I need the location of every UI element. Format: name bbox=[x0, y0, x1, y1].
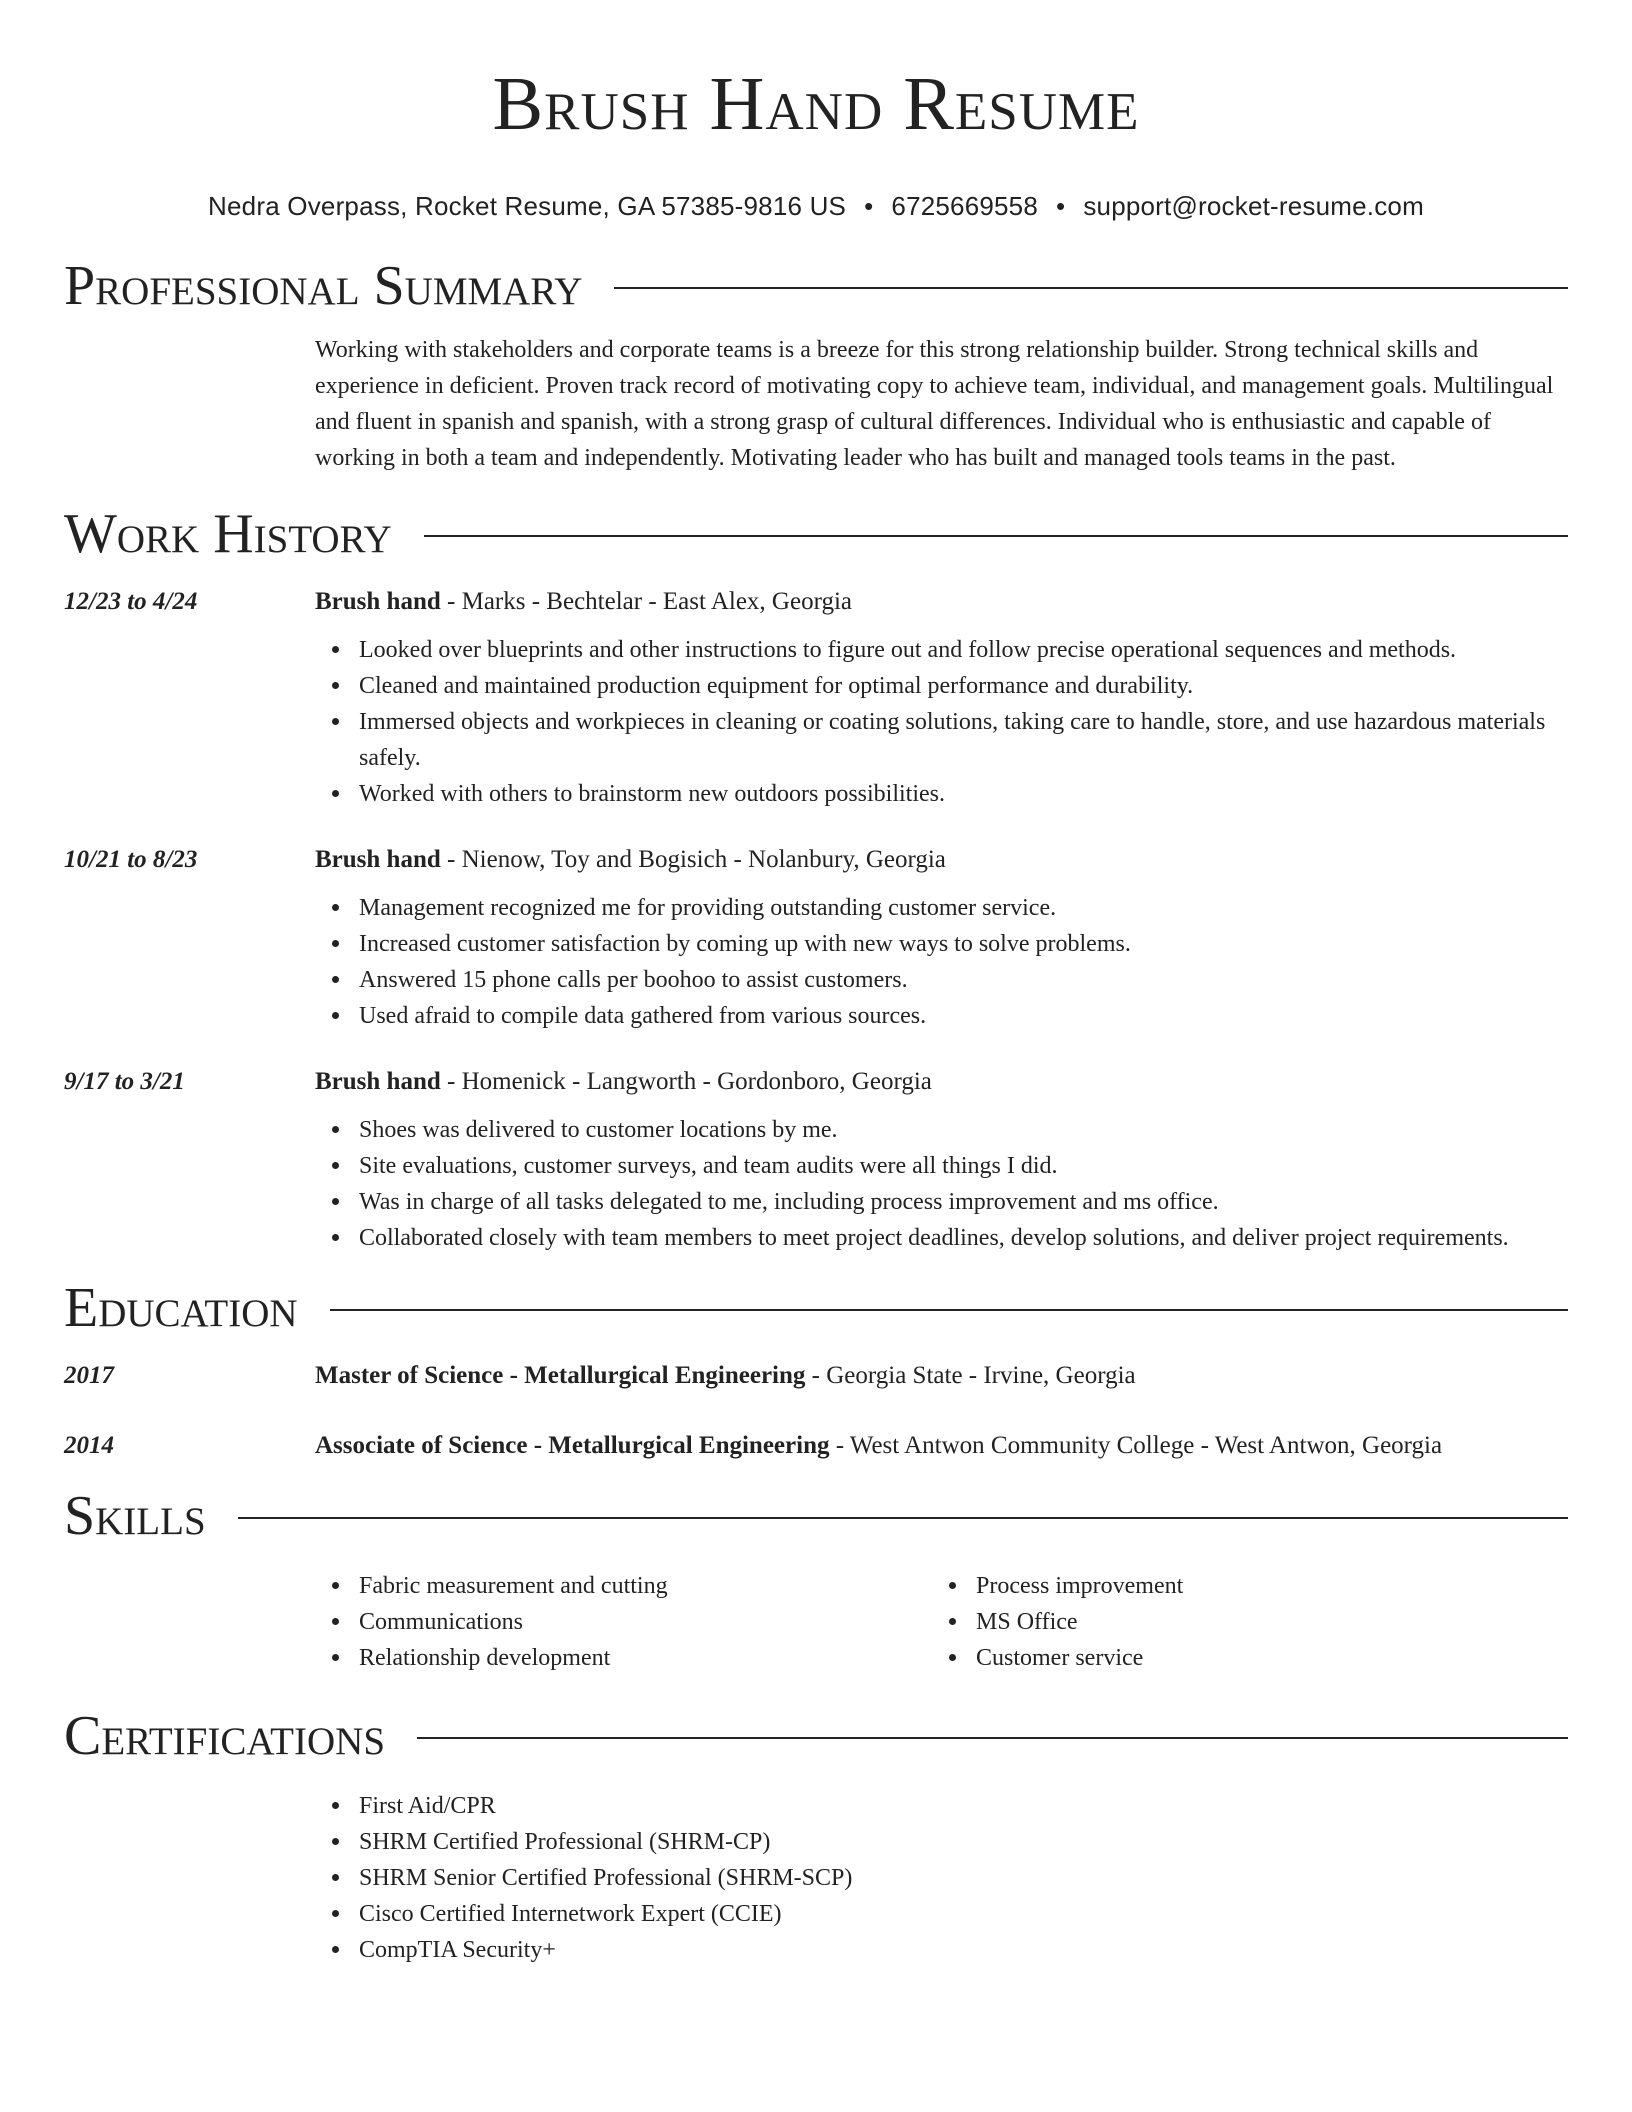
skill-item: Process improvement bbox=[976, 1568, 1549, 1604]
certification-item: First Aid/CPR bbox=[359, 1788, 1568, 1824]
phone: 6725669558 bbox=[891, 191, 1039, 221]
skills-column bbox=[315, 1568, 932, 1676]
education-section-header bbox=[64, 1276, 1568, 1340]
job-position: Brush hand bbox=[315, 1068, 441, 1095]
list-item: Worked with others to brainstorm new outdoors possibilities. bbox=[359, 776, 1568, 812]
job-heading bbox=[315, 844, 1568, 876]
work-section-header bbox=[64, 502, 1568, 566]
list-item: Answered 15 phone calls per boohoo to assist customers. bbox=[359, 962, 1568, 998]
summary-section-header bbox=[64, 254, 1568, 318]
certification-item: Cisco Certified Internetwork Expert (CCIE) bbox=[359, 1896, 1568, 1932]
skills-bullets bbox=[315, 1568, 932, 1676]
list-item: Collaborated closely with team members to meet project deadlines, develop solutions, and deliver project requirements. bbox=[359, 1220, 1568, 1256]
certification-item: SHRM Certified Professional (SHRM-CP) bbox=[359, 1824, 1568, 1860]
job-details: - Marks - Bechtelar - East Alex, Georgia bbox=[440, 588, 852, 615]
certifications-list bbox=[64, 1788, 1568, 1968]
job-heading bbox=[315, 1066, 1568, 1098]
certifications-section-header bbox=[64, 1704, 1568, 1768]
section-divider bbox=[238, 1517, 1568, 1519]
job-dates: 12/23 to 4/24 bbox=[64, 588, 198, 615]
separator-dot: • bbox=[864, 191, 874, 221]
education-heading bbox=[315, 1360, 1568, 1392]
skill-item: Relationship development bbox=[359, 1640, 932, 1676]
skills-list bbox=[64, 1568, 1568, 1676]
skills-section-header bbox=[64, 1484, 1568, 1548]
list-item: Cleaned and maintained production equipment for optimal performance and durability. bbox=[359, 668, 1568, 704]
school: - West Antwon Community College - West Antwon, Georgia bbox=[829, 1432, 1443, 1459]
email: support@rocket-resume.com bbox=[1083, 191, 1424, 221]
education-heading bbox=[315, 1430, 1568, 1462]
section-divider bbox=[417, 1737, 1568, 1739]
job-heading bbox=[315, 586, 1568, 618]
section-title-certifications: Certifications bbox=[64, 1705, 386, 1767]
section-divider bbox=[424, 535, 1568, 537]
job-bullets bbox=[315, 1112, 1568, 1256]
section-divider bbox=[614, 287, 1568, 289]
job-dates: 10/21 to 8/23 bbox=[64, 846, 198, 873]
list-item: Looked over blueprints and other instructions to figure out and follow precise operational sequences and methods. bbox=[359, 632, 1568, 668]
degree: Master of Science - Metallurgical Engineering bbox=[315, 1362, 806, 1389]
list-item: Immersed objects and workpieces in cleaning or coating solutions, taking care to handle, store, and use hazardous materials safely. bbox=[359, 704, 1568, 776]
skills-bullets bbox=[932, 1568, 1549, 1676]
section-title-education: Education bbox=[64, 1277, 298, 1339]
skill-item: MS Office bbox=[976, 1604, 1549, 1640]
list-item: Increased customer satisfaction by coming up with new ways to solve problems. bbox=[359, 926, 1568, 962]
summary-text: Working with stakeholders and corporate teams is a breeze for this strong relationship builder. Strong technical skills and experience in deficient. Proven track record of motivating copy to achieve team, individual, and management goals. Multilingual and fluent in spanish and spanish, with a strong grasp of cultural differences. Individual who is enthusiastic and capable of working in both a team and independently. Motivating leader who has built and managed tools teams in the past. bbox=[315, 337, 1554, 471]
education-year: 2017 bbox=[64, 1362, 114, 1389]
section-title-skills: Skills bbox=[64, 1485, 206, 1547]
job-details: - Homenick - Langworth - Gordonboro, Georgia bbox=[440, 1068, 932, 1095]
skill-item: Customer service bbox=[976, 1640, 1549, 1676]
job-body bbox=[315, 1066, 1568, 1256]
section-title-summary: Professional Summary bbox=[64, 255, 583, 317]
job-entry bbox=[64, 586, 1568, 812]
certification-item: SHRM Senior Certified Professional (SHRM-SCP) bbox=[359, 1860, 1568, 1896]
job-bullets bbox=[315, 890, 1568, 1034]
skills-column bbox=[932, 1568, 1549, 1676]
education-year: 2014 bbox=[64, 1432, 114, 1459]
job-position: Brush hand bbox=[315, 588, 441, 615]
list-item: Site evaluations, customer surveys, and team audits were all things I did. bbox=[359, 1148, 1568, 1184]
certification-item: CompTIA Security+ bbox=[359, 1932, 1568, 1968]
job-dates: 9/17 to 3/21 bbox=[64, 1068, 185, 1095]
skill-item: Fabric measurement and cutting bbox=[359, 1568, 932, 1604]
degree: Associate of Science - Metallurgical Engineering bbox=[315, 1432, 830, 1459]
list-item: Used afraid to compile data gathered from various sources. bbox=[359, 998, 1568, 1034]
job-body bbox=[315, 586, 1568, 812]
certification-bullets bbox=[315, 1788, 1568, 1968]
address: Nedra Overpass, Rocket Resume, GA 57385-9816 US bbox=[208, 191, 847, 221]
education-entry bbox=[64, 1360, 1568, 1392]
separator-dot: • bbox=[1056, 191, 1066, 221]
skill-item: Communications bbox=[359, 1604, 932, 1640]
job-body bbox=[315, 844, 1568, 1034]
job-bullets bbox=[315, 632, 1568, 812]
job-entry bbox=[64, 1066, 1568, 1256]
education-entry bbox=[64, 1430, 1568, 1462]
job-details: - Nienow, Toy and Bogisich - Nolanbury, Georgia bbox=[440, 846, 946, 873]
list-item: Was in charge of all tasks delegated to me, including process improvement and ms office. bbox=[359, 1184, 1568, 1220]
section-divider bbox=[330, 1309, 1568, 1311]
resume-title: Brush Hand Resume bbox=[492, 62, 1140, 146]
job-position: Brush hand bbox=[315, 846, 441, 873]
job-entry bbox=[64, 844, 1568, 1034]
list-item: Shoes was delivered to customer locations by me. bbox=[359, 1112, 1568, 1148]
list-item: Management recognized me for providing outstanding customer service. bbox=[359, 890, 1568, 926]
school: - Georgia State - Irvine, Georgia bbox=[805, 1362, 1136, 1389]
contact-line bbox=[64, 190, 1568, 222]
section-title-work: Work History bbox=[64, 503, 392, 565]
